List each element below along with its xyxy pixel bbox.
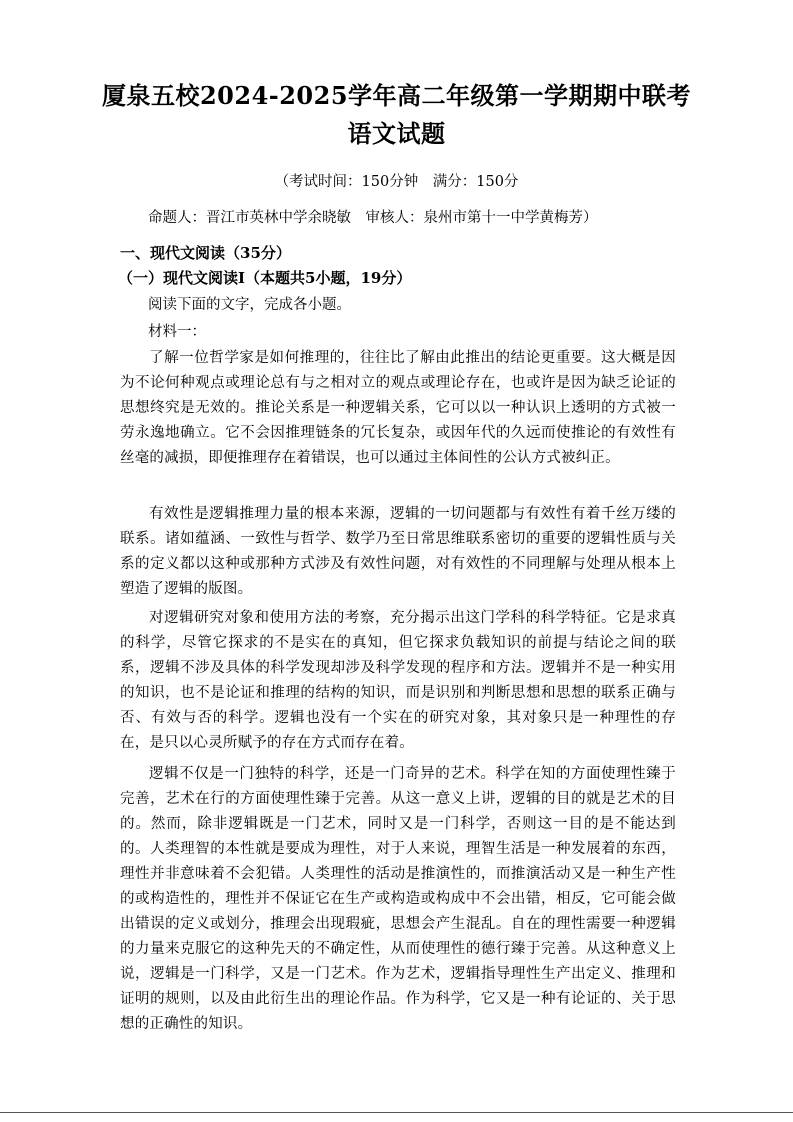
paragraph: 逻辑不仅是一门独特的科学，还是一门奇异的艺术。科学在知的方面使理性臻于完善，艺术在行的方面使理性臻于完善。从这一意义上讲，逻辑的目的就是艺术的目的。然而，除非逻辑既是一门艺术，同时又是一门科学，否则这一目的是不能达到的。人类理智的本性就是要成为理性，对于人来说，理智生活是一种发展着的东西，理性并非意味着不会犯错。人类理性的活动是推演性的，而推演活动又是一种生产性的或构造性的，理性并不保证它在生产或构造或构成中不会出错，相反，它可能会做出错误的定义或划分，推理会出现瑕疵，思想会产生混乱。自在的理性需要一种逻辑的力量来克服它的这种先天的不确定性，从而使理性的德行臻于完善。从这种意义上说，逻辑是一门科学，又是一门艺术。作为艺术，逻辑指导理性生产出定义、推理和证明的规则，以及由此衍生出的理论作品。作为科学，它又是一种有论证的、关于思想的正确性的知识。	[120, 766, 676, 1032]
paragraph: 对逻辑研究对象和使用方法的考察，充分揭示出这门学科的科学特征。它是求真的科学，尽管它探求的不是实在的真知，但它探求负载知识的前提与结论之间的联系，逻辑不涉及具体的科学发现却涉及科学发现的程序和方法。逻辑并不是一种实用的知识，也不是论证和推理的结构的知识，而是识别和判断思想和思想的联系正确与否、有效与否的科学。逻辑也没有一个实在的研究对象，其对象只是一种理性的存在，是只以心灵所赋予的存在方式而存在着。	[120, 610, 676, 751]
exam-subject-title: 语文试题	[347, 119, 446, 148]
paragraph: 有效性是逻辑推理力量的根本来源，逻辑的一切问题都与有效性有着千丝万缕的联系。诸如蕴涵、一致性与哲学、数学乃至日常思维联系密切的重要的逻辑性质与关系的定义都以这种或那种方式涉及有效性问题，对有效性的不同理解与处理从根本上塑造了逻辑的版图。	[120, 506, 676, 597]
section-heading: 一、现代文阅读（35分）	[120, 244, 291, 262]
exam-authors: 命题人：晋江市英林中学余晓敏 审核人：泉州市第十一中学黄梅芳）	[148, 210, 598, 226]
exam-time-score: （考试时间：150分钟 满分：150分	[274, 174, 519, 190]
material-label: 材料一：	[148, 324, 206, 340]
paragraph: 了解一位哲学家是如何推理的，往往比了解由此推出的结论更重要。这大概是因为不论何种观点或理论总有与之相对立的观点或理论存在，也或许是因为缺乏论证的思想终究是无效的。推论关系是一种逻辑关系，它可以以一种认识上透明的方式被一劳永逸地确立。它不会因推理链条的冗长复杂，或因年代的久远而使推论的有效性有丝毫的减损，即便推理存在着错误，也可以通过主体间性的公认方式被纠正。	[120, 350, 676, 466]
page-footer-rule	[0, 1112, 793, 1113]
reading-instruction: 阅读下面的文字，完成各小题。	[148, 297, 351, 313]
subsection-heading: （一）现代文阅读Ⅰ（本题共5小题，19分）	[118, 269, 412, 287]
exam-title: 厦泉五校2024-2025学年高二年级第一学期期中联考	[101, 81, 692, 110]
